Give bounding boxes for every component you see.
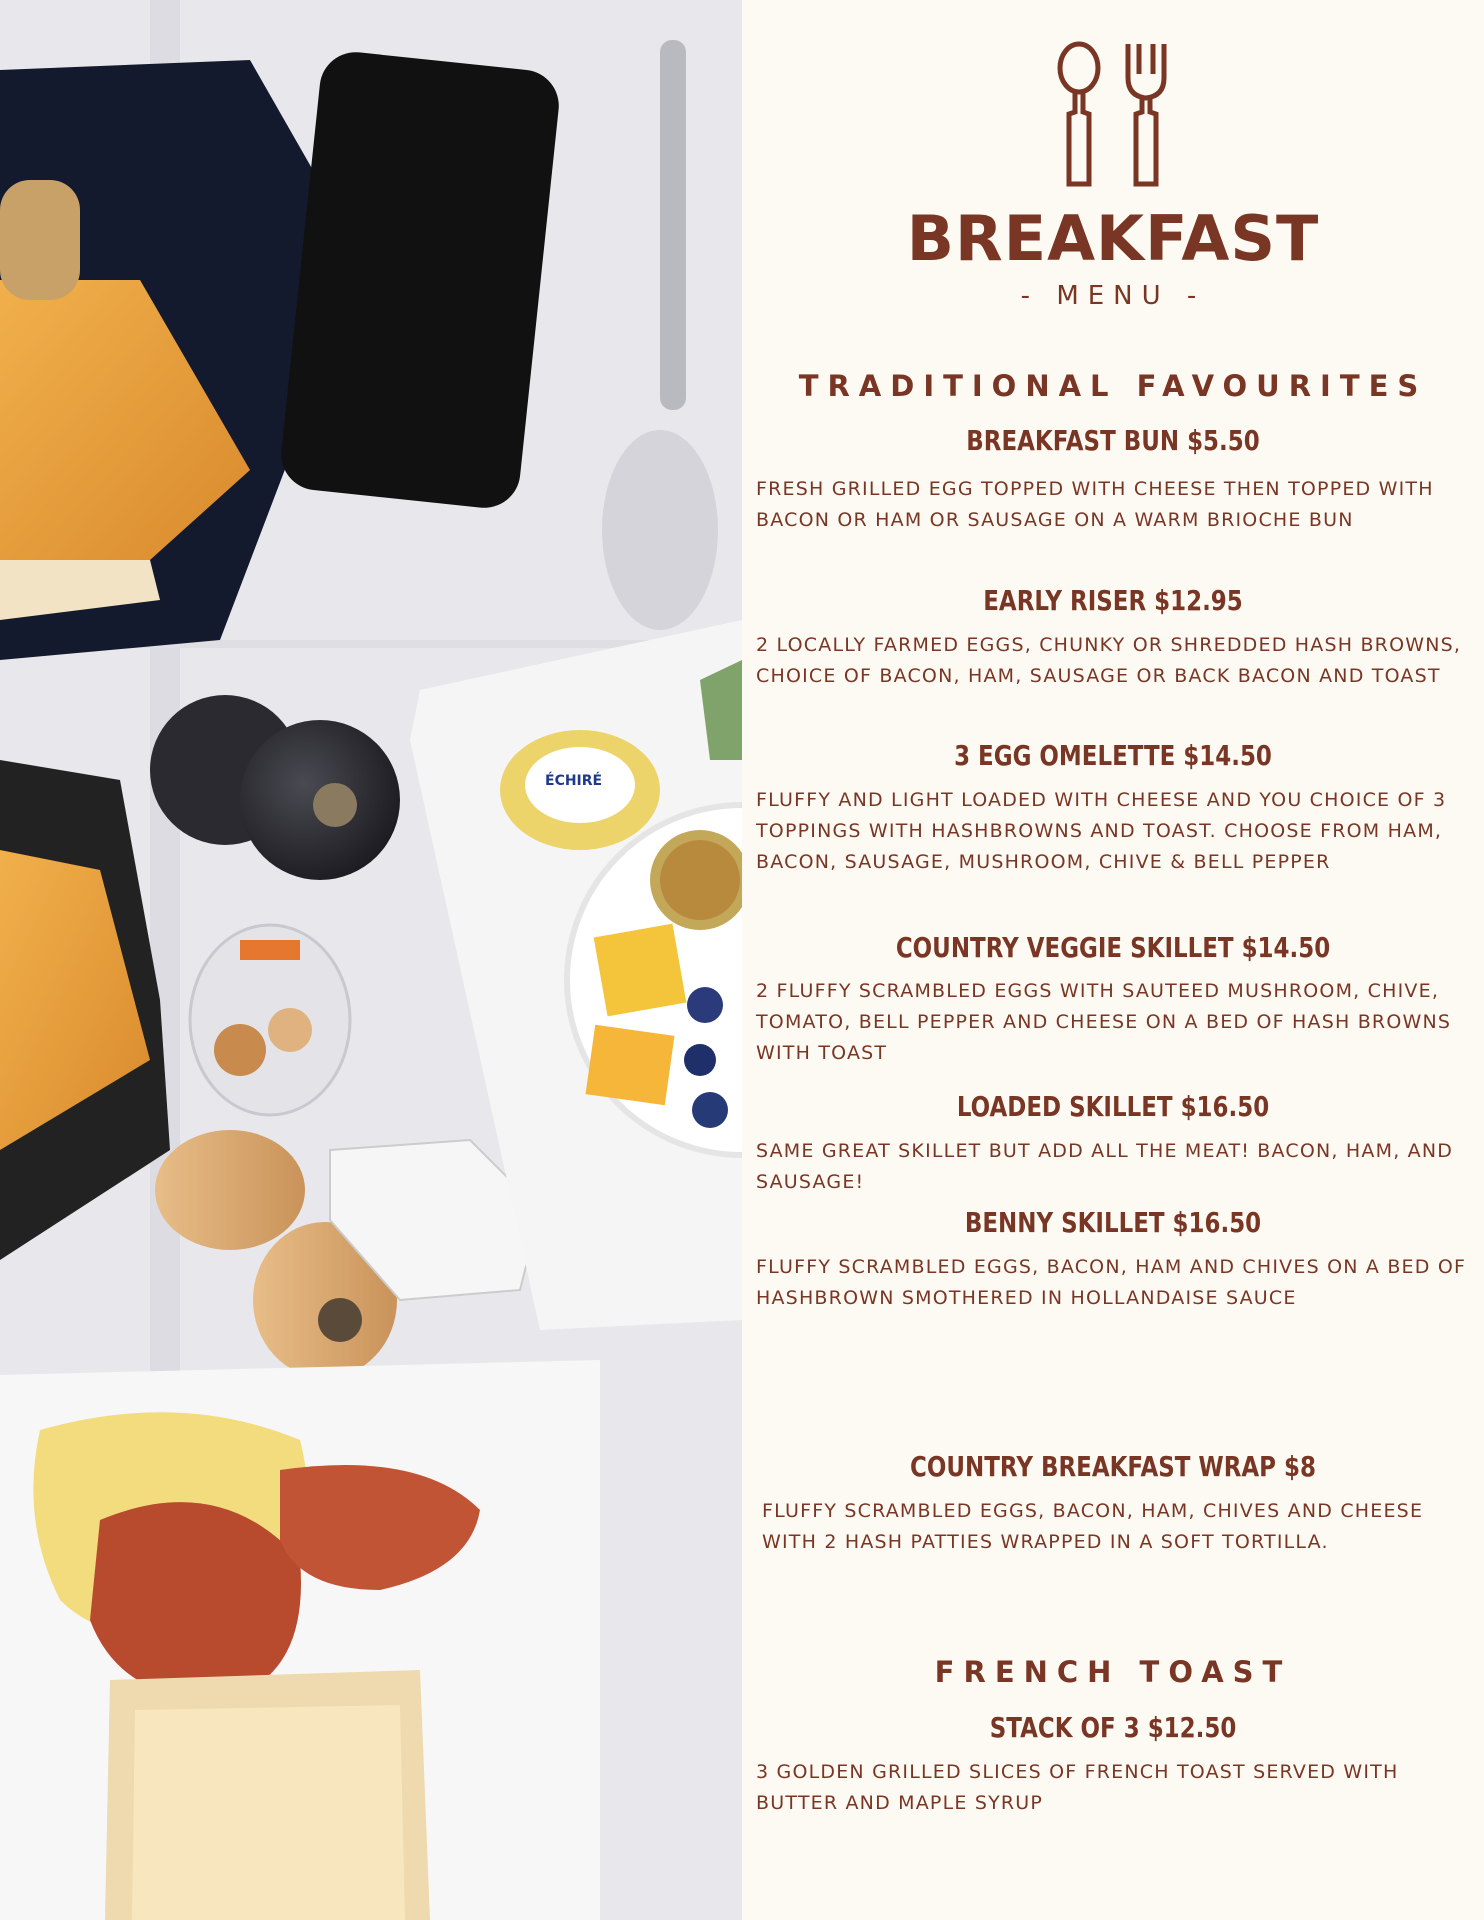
butter-label: ÉCHIRÉ [545, 773, 603, 789]
menu-item-description: FLUFFY SCRAMBLED EGGS, BACON, HAM, CHIVES AND CHEESE WITH 2 HASH PATTIES WRAPPED IN A SOFT TORTILLA. [762, 1500, 1424, 1553]
menu-item-description: FRESH GRILLED EGG TOPPED WITH CHEESE THEN TOPPED WITH BACON OR HAM OR SAUSAGE ON A WARM BRIOCHE BUN [756, 478, 1434, 531]
menu-item-name: BENNY SKILLET $16.50 [964, 1206, 1262, 1239]
menu-title: BREAKFAST [906, 202, 1320, 275]
menu-item-description: FLUFFY SCRAMBLED EGGS, BACON, HAM AND CHIVES ON A BED OF HASHBROWN SMOTHERED IN HOLLANDAISE SAUCE [756, 1256, 1467, 1309]
menu-item-name: COUNTRY VEGGIE SKILLET $14.50 [895, 931, 1331, 964]
menu-item-name: STACK OF 3 $12.50 [989, 1711, 1237, 1744]
menu-item-description: SAME GREAT SKILLET BUT ADD ALL THE MEAT! BACON, HAM, AND SAUSAGE! [756, 1140, 1454, 1193]
menu-item-description: FLUFFY AND LIGHT LOADED WITH CHEESE AND YOU CHOICE OF 3 TOPPINGS WITH HASHBROWNS AND TOAST. CHOOSE FROM HAM, BACON, SAUSAGE, MUSHROOM, CHIVE & BELL PEPPER [756, 789, 1447, 873]
section-heading-french-toast: FRENCH TOAST [934, 1655, 1292, 1689]
menu-item-name: 3 EGG OMELETTE $14.50 [954, 739, 1272, 772]
menu-item-name: EARLY RISER $12.95 [983, 584, 1243, 617]
spoon-fork-icon [1042, 38, 1184, 190]
menu-subtitle: - MENU - [1020, 281, 1206, 311]
menu-item-description: 2 LOCALLY FARMED EGGS, CHUNKY OR SHREDDED HASH BROWNS, CHOICE OF BACON, HAM, SAUSAGE OR BACK BACON AND TOAST [756, 634, 1462, 687]
menu-panel [742, 0, 1484, 1920]
menu-item-name: COUNTRY BREAKFAST WRAP $8 [910, 1450, 1316, 1483]
menu-item-name: BREAKFAST BUN $5.50 [966, 424, 1260, 457]
menu-item-description: 2 FLUFFY SCRAMBLED EGGS WITH SAUTEED MUSHROOM, CHIVE, TOMATO, BELL PEPPER AND CHEESE ON A BED OF HASH BROWNS WITH TOAST [756, 980, 1452, 1064]
menu-item-name: LOADED SKILLET $16.50 [956, 1090, 1270, 1123]
section-heading-traditional-favourites: TRADITIONAL FAVOURITES [798, 369, 1428, 403]
menu-item-description: 3 GOLDEN GRILLED SLICES OF FRENCH TOAST SERVED WITH BUTTER AND MAPLE SYRUP [756, 1761, 1399, 1814]
